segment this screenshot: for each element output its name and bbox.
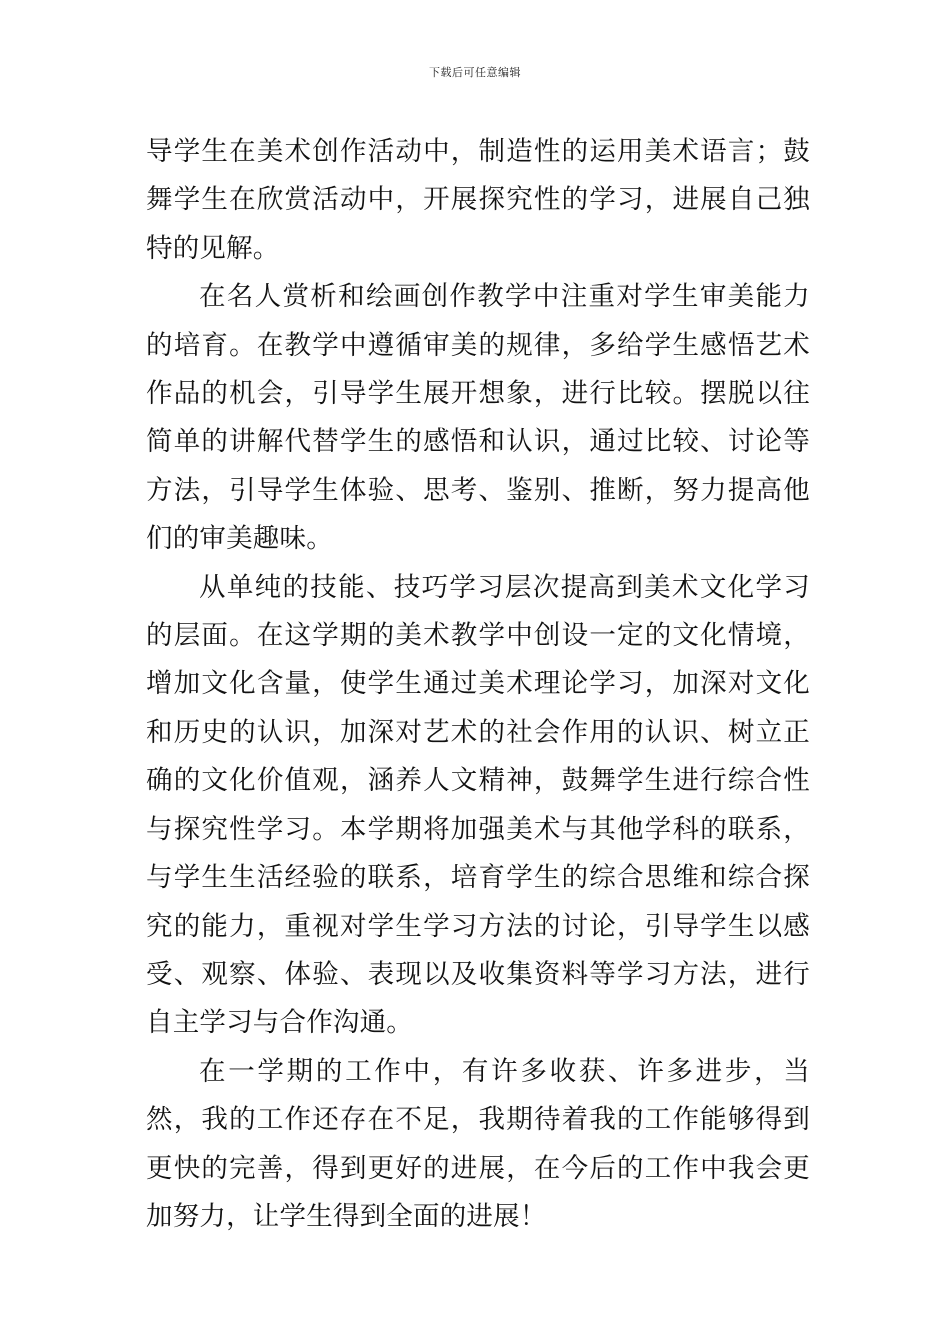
paragraph-2: 在名人赏析和绘画创作教学中注重对学生审美能力的培育。在教学中遵循审美的规律，多给学生感悟艺术作品的机会，引导学生展开想象，进行比较。摆脱以往简单的讲解代替学生的感悟和认识，通过比较、讨论等方法，引导学生体验、思考、鉴别、推断，努力提高他们的审美趣味。 <box>146 281 810 555</box>
document-body <box>146 128 810 1241</box>
paragraph-3: 从单纯的技能、技巧学习层次提高到美术文化学习的层面。在这学期的美术教学中创设一定的文化情境，增加文化含量，使学生通过美术理论学习，加深对文化和历史的认识，加深对艺术的社会作用的认识、树立正确的文化价值观，涵养人文精神，鼓舞学生进行综合性与探究性学习。本学期将加强美术与其他学科的联系，与学生生活经验的联系，培育学生的综合思维和综合探究的能力，重视对学生学习方法的讨论，引导学生以感受、观察、体验、表现以及收集资料等学习方法，进行自主学习与合作沟通。 <box>146 571 810 1039</box>
paragraph-1: 导学生在美术创作活动中，制造性的运用美术语言；鼓舞学生在欣赏活动中，开展探究性的学习，进展自己独特的见解。 <box>146 136 810 264</box>
paragraph-4: 在一学期的工作中，有许多收获、许多进步，当然，我的工作还存在不足，我期待着我的工作能够得到更快的完善，得到更好的进展，在今后的工作中我会更加努力，让学生得到全面的进展！ <box>146 1055 810 1232</box>
page-header: 下载后可任意编辑 <box>429 66 521 79</box>
